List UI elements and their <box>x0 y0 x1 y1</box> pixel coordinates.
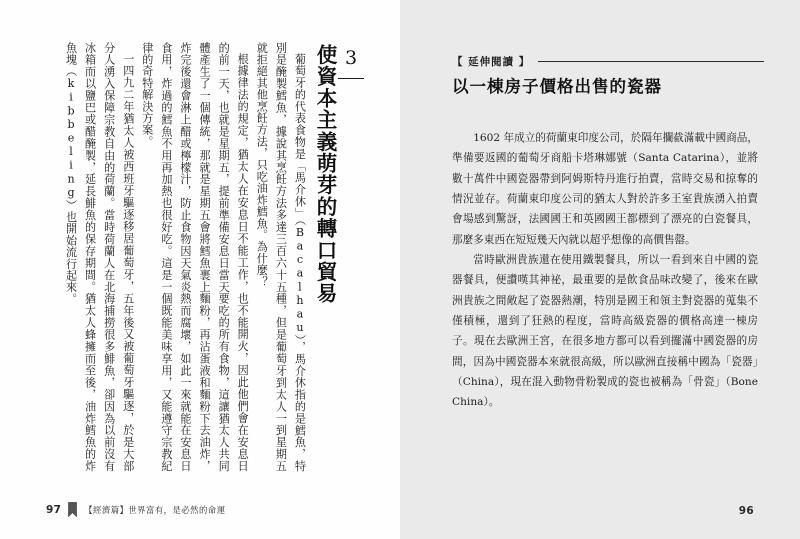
chapter-title: 使資本主義萌芽的轉口貿易 <box>313 44 337 305</box>
left-page-number: 97 <box>46 503 62 516</box>
left-paragraph-3: 一四九二年猶太人被西班牙驅逐移居葡萄牙，五年後又被葡萄牙驅逐，於是大部分人湧入保障宗教自由的荷蘭。當時荷蘭人在北海捕撈很多鯡魚，卻因為以前沒有冰箱而以鹽巴或醋醃製，延長鯡魚的保存期間。猶太人蜂擁而至後，油炸鱈魚的炸魚塊（kibbeling）也開始流行起來。 <box>64 42 135 472</box>
right-page-number: 96 <box>738 505 754 517</box>
left-page-vertical-text-area <box>28 42 380 472</box>
sidebar-header-rule <box>538 61 764 62</box>
right-paragraph-1: 1602 年成立的荷蘭東印度公司，於隔年攔截滿載中國商品，準備要返國的葡萄牙商船卡塔琳娜號（Santa Catarina），並將數十萬件中國瓷器帶到阿姆斯特丹進行拍賣，當時交易和掠奪的情況並存。荷蘭東印度公司的猶太人對於許多王室貴族湧入拍賣會場感到驚訝，法國國王和英國國王都標到了漂亮的白瓷餐具，那麼多東西在短短幾天內就以超乎想像的高價售罄。 <box>452 132 758 246</box>
right-paragraph-2: 當時歐洲貴族還在使用鐵製餐具，所以一看到來自中國的瓷器餐具，便讚嘆其神祕，最重要的是飲食品味改變了，後來在歐洲貴族之間敞起了瓷器熱潮，特別是國王和領主對瓷器的蒐集不僅積極，還到了狂熱的程度，當時高級瓷器的價格高達一棟房子。現在去歐洲王宮，在很多地方都可以看到擺滿中國瓷器的房間，因為中國瓷器本來就很高級，所以歐洲直接稱中國為「瓷器」（China），現在混入動物骨粉製成的瓷也被稱為「骨瓷」（Bone China）。 <box>452 253 758 409</box>
right-page <box>400 0 800 539</box>
sidebar-title: 以一棟房子價格出售的瓷器 <box>452 77 662 96</box>
left-page-footer <box>46 502 225 517</box>
left-page-running-header: 【經濟篇】世界富有，是必然的命運 <box>84 504 226 515</box>
chapter-number: 3 <box>338 42 364 79</box>
sidebar-header <box>452 54 764 69</box>
left-paragraph-1: 葡萄牙的代表食物是「馬介休」（Bacalhau），馬介休指的是鱈魚，特別是醃製鱈魚，據說其烹飪方法多達三百六十五種，但是葡萄牙到太人一到星期五就拒絕其他烹飪方法，只吃油炸鱈魚。為什麼？ <box>255 42 307 472</box>
bookmark-ornament-icon <box>68 502 77 517</box>
sidebar-tag-label: 【 延伸閱讀 】 <box>452 56 531 68</box>
left-paragraph-2: 根據律法的規定，猶太人在安息日不能工作，也不能開火，因此他們會在安息日的前一天，也就是星期五，提前準備安息日當天要吃的所有食物，這讓猶太人共同體產生了一個傳統，那就是星期五會將鱈魚裹上麵粉，再沾蛋液和麵粉下去油炸，炸完後還會淋上醋或檸檬汁，防止食物因天氣炎熱而腐壞，如此一來就能在安息日食用，炸過的鱈魚不用再加熱也很好吃。這是一個既能美味享用，又能遵守宗教紀律的奇特解決方案。 <box>140 42 250 472</box>
chapter-heading <box>313 42 364 304</box>
sidebar-body-text <box>452 128 758 413</box>
